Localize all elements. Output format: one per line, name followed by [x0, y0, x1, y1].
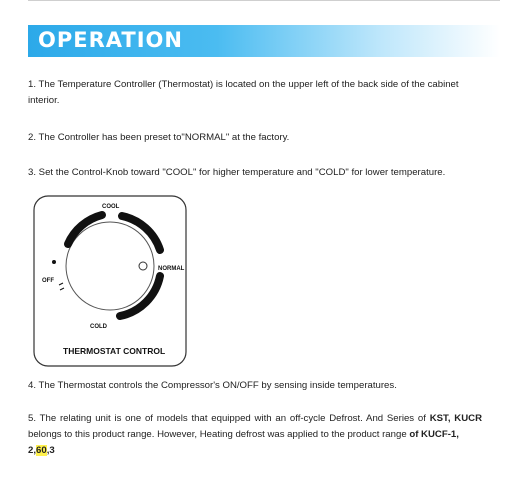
label-cold: COLD: [90, 324, 107, 330]
thermostat-caption: THERMOSTAT CONTROL: [63, 346, 166, 356]
thermostat-figure: [30, 192, 190, 370]
instruction-5: [28, 411, 482, 459]
instruction-3: 3. Set the Control-Knob toward "COOL" for higher temperature and "COLD" for lower temperature.: [28, 167, 446, 178]
series-kucf-highlight: 60: [36, 445, 47, 456]
instruction-1: 1. The Temperature Controller (Thermostat) is located on the upper left of the back side of the cabinet interior.: [28, 79, 459, 106]
thermostat-dial-illustration: [30, 192, 190, 370]
label-normal: NORMAL: [158, 266, 185, 272]
instruction-2: 2. The Controller has been preset to"NORMAL" at the factory.: [28, 132, 290, 143]
series-kst-kucr: KST, KUCR: [429, 413, 482, 424]
top-divider: [28, 0, 500, 1]
section-title: OPERATION: [38, 28, 183, 52]
section-header: [28, 25, 500, 57]
label-off: OFF: [42, 278, 54, 284]
instruction-5-text-a: 5. The relating unit is one of models that equipped with an off-cycle Defrost. And Series of: [28, 413, 430, 424]
series-kucf-cont-a: 2,: [28, 445, 37, 456]
instruction-5-text-b: belongs to this product range. However, Heating defrost was applied to the product range: [28, 429, 410, 440]
off-marker-dot: [52, 260, 56, 264]
instruction-4: 4. The Thermostat controls the Compressor's ON/OFF by sensing inside temperatures.: [28, 380, 397, 391]
series-kucf-cont-b: ,3: [46, 445, 55, 456]
normal-marker: [139, 262, 147, 270]
label-cool: COOL: [102, 204, 120, 210]
series-kucf: of KUCF-1,: [409, 429, 459, 440]
